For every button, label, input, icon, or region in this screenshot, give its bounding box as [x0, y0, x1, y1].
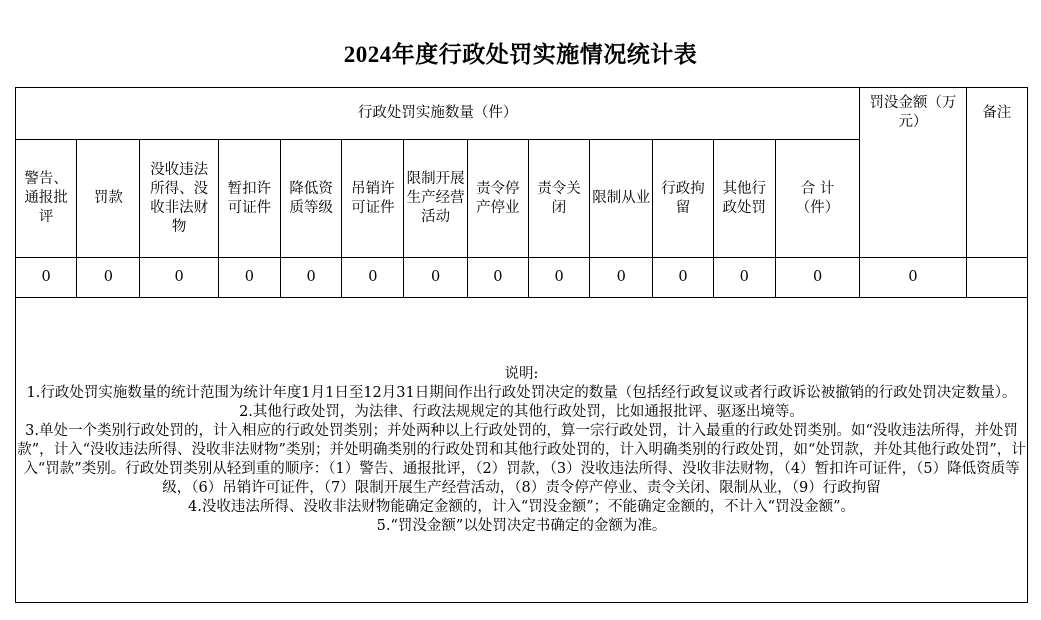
category-license-revocation: 吊销许可证件 — [342, 140, 404, 258]
count-group-header: 行政处罚实施数量（件） — [16, 88, 860, 140]
value-cell: 0 — [281, 258, 342, 298]
value-cell: 0 — [590, 258, 653, 298]
notes-cell — [16, 298, 1028, 603]
total-value-cell: 0 — [775, 258, 859, 298]
category-detention: 行政拘留 — [653, 140, 713, 258]
category-confiscation: 没收违法所得、没收非法财物 — [140, 140, 218, 258]
value-cell: 0 — [653, 258, 713, 298]
category-fine: 罚款 — [77, 140, 140, 258]
note-item: 5.“罚没金额”以处罚决定书确定的金额为准。 — [376, 517, 667, 534]
value-cell: 0 — [713, 258, 775, 298]
remarks-header: 备注 — [966, 88, 1027, 258]
category-closure: 责令关闭 — [528, 140, 589, 258]
category-business-restriction: 限制开展生产经营活动 — [404, 140, 467, 258]
value-cell: 0 — [140, 258, 218, 298]
remarks-value-cell — [966, 258, 1027, 298]
note-item: 4.没收违法所得、没收非法财物能确定金额的，计入“罚没金额”；不能确定金额的，不计入“罚没金额”。 — [188, 498, 855, 515]
value-cell: 0 — [218, 258, 280, 298]
value-cell: 0 — [342, 258, 404, 298]
value-cell: 0 — [528, 258, 589, 298]
category-warning: 警告、通报批评 — [16, 140, 77, 258]
category-total: 合 计（件） — [775, 140, 859, 258]
note-item: 2.其他行政处罚，为法律、行政法规规定的其他行政处罚，比如通报批评、驱逐出境等。 — [239, 403, 804, 420]
category-license-suspension: 暂扣许可证件 — [218, 140, 280, 258]
note-item: 1.行政处罚实施数量的统计范围为统计年度1月1日至12月31日期间作出行政处罚决定的数量（包括经行政复议或者行政诉讼被撤销的行政处罚决定数量）。 — [26, 384, 1017, 401]
value-cell: 0 — [404, 258, 467, 298]
value-cell: 0 — [16, 258, 77, 298]
value-cell: 0 — [77, 258, 140, 298]
category-production-suspension: 责令停产停业 — [467, 140, 528, 258]
notes-heading: 说明: — [504, 365, 539, 382]
statistics-table — [15, 87, 1028, 603]
confiscation-value-cell: 0 — [860, 258, 966, 298]
category-other: 其他行政处罚 — [713, 140, 775, 258]
category-employment-restriction: 限制从业 — [590, 140, 653, 258]
value-cell: 0 — [467, 258, 528, 298]
page-title: 2024年度行政处罚实施情况统计表 — [343, 42, 698, 67]
confiscation-amount-header: 罚没金额（万元） — [860, 88, 966, 258]
category-qualification-downgrade: 降低资质等级 — [281, 140, 342, 258]
note-item: 3.单处一个类别行政处罚的，计入相应的行政处罚类别；并处两种以上行政处罚的，算一宗行政处罚，计入最重的行政处罚类别。如“没收违法所得，并处罚款”，计入“没收违法所得、没收非法财物”类别；并处明确类别的行政处罚和其他行政处罚的，计入明确类别的行政处罚，如“处罚款，并处其他行政处罚”，计入“罚款”类别。行政处罚类别从轻到重的顺序：（1）警告、通报批评，（2）罚款，（3）没收违法所得、没收非法财物，（4）暂扣许可证件，（5）降低资质等级，（6）吊销许可证件，（7）限制开展生产经营活动，（8）责令停产停业、责令关闭、限制从业，（9）行政拘留 — [17, 422, 1026, 496]
